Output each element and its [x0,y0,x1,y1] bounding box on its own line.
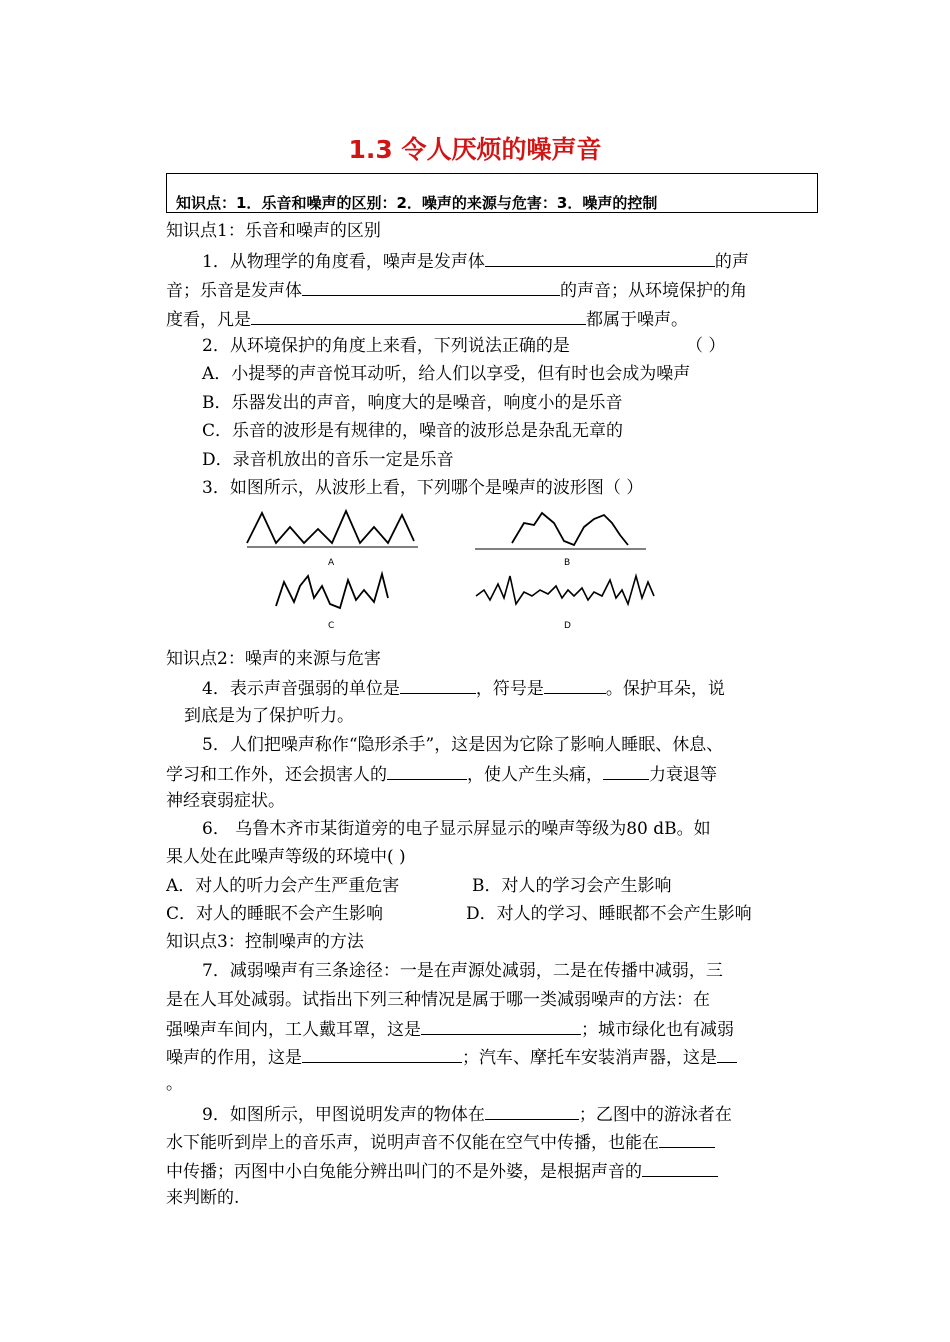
waveform-label-b: B [564,558,571,567]
section-heading-2: 知识点2：噪声的来源与危害 [166,649,381,669]
q1-line3: 度看，凡是 都属于噪声。 [166,310,688,330]
q4-line2: 到底是为了保护听力。 [184,706,354,726]
q6-line1: 6． 乌鲁木齐市某街道旁的电子显示屏显示的噪声等级为80 dB。如 [202,819,711,839]
answer-blank[interactable] [421,1018,581,1035]
q3-stem: 3．如图所示，从波形上看，下列哪个是噪声的波形图（ ） [202,478,644,498]
answer-blank[interactable] [642,1160,718,1177]
q2-option-d[interactable]: D．录音机放出的音乐一定是乐音 [202,450,454,470]
waveform-label-d: D [564,621,571,630]
q6-option-c[interactable]: C．对人的睡眠不会产生影响 [166,904,384,924]
waveform-label-c: C [328,621,335,630]
knowledge-box-text: 知识点：1．乐音和噪声的区别：2．噪声的来源与危害：3．噪声的控制 [176,194,658,212]
page-title: 1.3 令人厌烦的噪声音 [348,135,602,164]
answer-blank[interactable] [387,763,467,780]
q6-option-a[interactable]: A．对人的听力会产生严重危害 [166,876,400,896]
answer-blank[interactable] [302,1046,462,1063]
q2-answer-paren[interactable]: （ ） [686,336,726,356]
answer-blank[interactable] [659,1131,715,1148]
waveform-label-a: A [328,558,335,567]
q1-line2: 音；乐音是发声体 的声音；从环境保护的角 [166,281,747,301]
q6-line2: 果人处在此噪声等级的环境中( ) [166,847,406,867]
q7-line4: 噪声的作用，这是 ；汽车、摩托车安装消声器，这是 [166,1046,737,1068]
waveform-b[interactable] [470,505,650,567]
q2-option-a[interactable]: A．小提琴的声音悦耳动听，给人们以享受，但有时也会成为噪声 [202,364,691,384]
answer-blank[interactable] [400,677,476,694]
section-heading-1: 知识点1：乐音和噪声的区别 [166,221,381,241]
answer-blank[interactable] [485,1103,579,1120]
answer-blank[interactable] [544,677,606,694]
q6-option-b[interactable]: B．对人的学习会产生影响 [472,876,672,896]
answer-blank[interactable] [717,1046,737,1063]
waveform-a[interactable] [242,505,422,567]
q9-line2: 水下能听到岸上的音乐声，说明声音不仅能在空气中传播，也能在 [166,1131,715,1153]
q2-stem: 2．从环境保护的角度上来看，下列说法正确的是 [202,336,570,356]
section-heading-3: 知识点3：控制噪声的方法 [166,932,364,952]
q7-line1: 7．减弱噪声有三条途径：一是在声源处减弱，二是在传播中减弱，三 [202,961,723,981]
q9-line1: 9．如图所示，甲图说明发声的物体在 ；乙图中的游泳者在 [202,1105,732,1125]
q1-line1: 1．从物理学的角度看，噪声是发声体 的声 [202,252,749,272]
q2-option-c[interactable]: C．乐音的波形是有规律的，噪音的波形总是杂乱无章的 [202,421,624,441]
waveform-c[interactable] [242,568,422,630]
q5-line2: 学习和工作外，还会损害人的 ，使人产生头痛， 力衰退等 [166,765,717,785]
q7-line2: 是在人耳处减弱。试指出下列三种情况是属于哪一类减弱噪声的方法：在 [166,990,710,1010]
answer-blank[interactable] [485,250,715,267]
answer-blank[interactable] [251,308,586,325]
q9-line3: 中传播；丙图中小白兔能分辨出叫门的不是外婆，是根据声音的 [166,1160,718,1182]
answer-blank[interactable] [603,763,649,780]
answer-blank[interactable] [302,279,560,296]
q9-line4: 来判断的. [166,1188,240,1208]
q4-line1: 4．表示声音强弱的单位是 ，符号是 。保护耳朵，说 [202,679,725,699]
q2-option-b[interactable]: B．乐器发出的声音，响度大的是噪音，响度小的是乐音 [202,393,623,413]
q5-line3: 神经衰弱症状。 [166,791,285,811]
q7-line3: 强噪声车间内，工人戴耳罩，这是 ；城市绿化也有减弱 [166,1020,734,1040]
waveform-d[interactable] [470,568,660,630]
q7-line5: 。 [166,1074,183,1094]
q6-option-d[interactable]: D．对人的学习、睡眠都不会产生影响 [466,904,752,924]
q5-line1: 5．人们把噪声称作“隐形杀手”，这是因为它除了影响人睡眠、休息、 [202,735,724,755]
